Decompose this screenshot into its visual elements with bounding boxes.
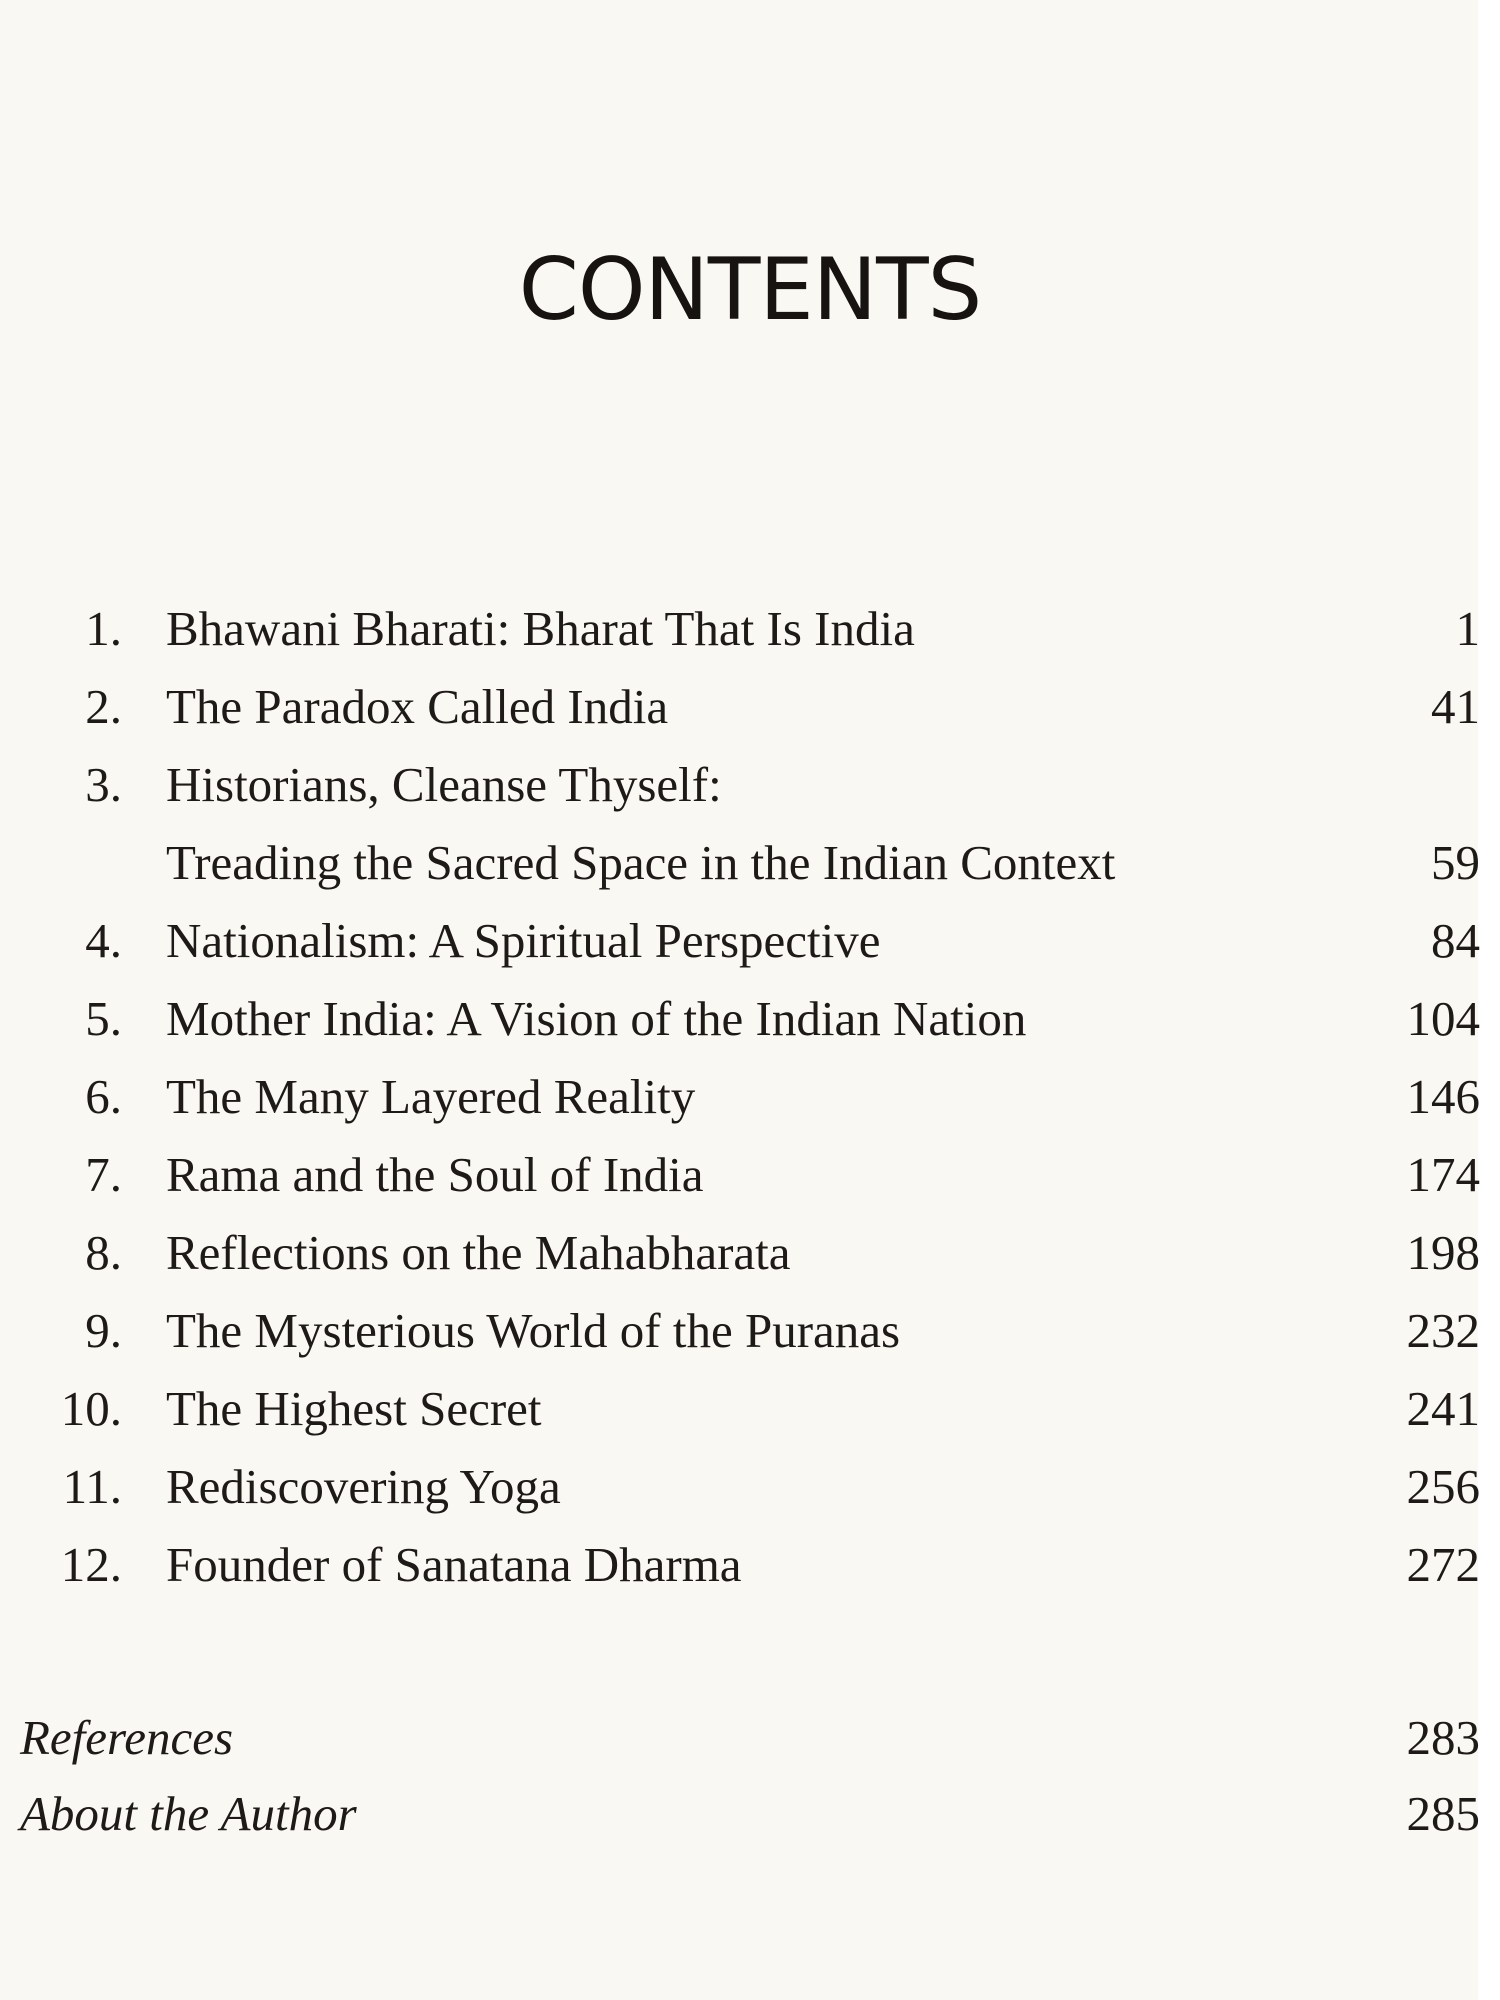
chapter-page: 1 — [1455, 601, 1480, 656]
chapter-title: The Paradox Called India — [166, 679, 669, 734]
chapter-title: Nationalism: A Spiritual Perspective — [166, 913, 881, 968]
back-matter-page: 285 — [1406, 1786, 1480, 1841]
chapter-number: 11. — [62, 1459, 122, 1514]
toc-entry-5 — [20, 980, 1480, 1058]
back-matter-about-author — [20, 1776, 1480, 1852]
chapter-title: The Many Layered Reality — [166, 1069, 696, 1124]
toc-entry-10 — [20, 1370, 1480, 1448]
toc-entry-7 — [20, 1136, 1480, 1214]
chapter-title: Rediscovering Yoga — [166, 1459, 561, 1514]
chapter-number: 12. — [60, 1537, 122, 1592]
toc-entry-3 — [20, 746, 1480, 824]
chapter-number: 10. — [60, 1381, 122, 1436]
page-title: CONTENTS — [518, 240, 982, 340]
chapter-page: 232 — [1406, 1303, 1480, 1358]
toc-entry-6 — [20, 1058, 1480, 1136]
chapter-number: 7. — [85, 1147, 122, 1202]
chapter-page: 59 — [1431, 835, 1480, 890]
chapter-number: 1. — [85, 601, 122, 656]
back-matter-title: References — [20, 1710, 234, 1765]
chapter-page: 256 — [1406, 1459, 1480, 1514]
chapter-number: 6. — [85, 1069, 122, 1124]
toc-entry-11 — [20, 1448, 1480, 1526]
chapter-title: Founder of Sanatana Dharma — [166, 1537, 742, 1592]
chapter-title: The Mysterious World of the Puranas — [166, 1303, 901, 1358]
toc-entry-4 — [20, 902, 1480, 980]
chapter-title: Bhawani Bharati: Bharat That Is India — [166, 601, 915, 656]
chapter-page: 174 — [1406, 1147, 1480, 1202]
chapter-page: 272 — [1406, 1537, 1480, 1592]
toc-entry-12 — [20, 1526, 1480, 1604]
chapter-page: 84 — [1431, 913, 1480, 968]
toc-entry-1 — [20, 590, 1480, 668]
chapter-number: 4. — [85, 913, 122, 968]
back-matter-page: 283 — [1406, 1710, 1480, 1765]
chapter-page: 198 — [1406, 1225, 1480, 1280]
chapter-title: Rama and the Soul of India — [166, 1147, 704, 1202]
chapter-number: 8. — [85, 1225, 122, 1280]
chapter-title: Mother India: A Vision of the Indian Nation — [166, 991, 1027, 1046]
chapter-title: Historians, Cleanse Thyself: — [166, 757, 722, 812]
chapter-number: 9. — [85, 1303, 122, 1358]
chapter-number: 5. — [85, 991, 122, 1046]
back-matter — [20, 1700, 1480, 1852]
toc-entry-9 — [20, 1292, 1480, 1370]
back-matter-title: About the Author — [20, 1786, 357, 1841]
chapter-number: 2. — [85, 679, 122, 734]
toc-entry-8 — [20, 1214, 1480, 1292]
chapter-page: 241 — [1406, 1381, 1480, 1436]
toc-entry-3-continued — [20, 824, 1480, 902]
toc-entry-2 — [20, 668, 1480, 746]
chapter-page: 146 — [1406, 1069, 1480, 1124]
chapter-page: 104 — [1406, 991, 1480, 1046]
chapter-page: 41 — [1431, 679, 1480, 734]
chapter-title-line2: Treading the Sacred Space in the Indian Context — [166, 835, 1116, 890]
chapter-title: Reflections on the Mahabharata — [166, 1225, 791, 1280]
chapter-number: 3. — [85, 757, 122, 812]
back-matter-references — [20, 1700, 1480, 1776]
table-of-contents — [20, 590, 1480, 1604]
chapter-title: The Highest Secret — [166, 1381, 542, 1436]
